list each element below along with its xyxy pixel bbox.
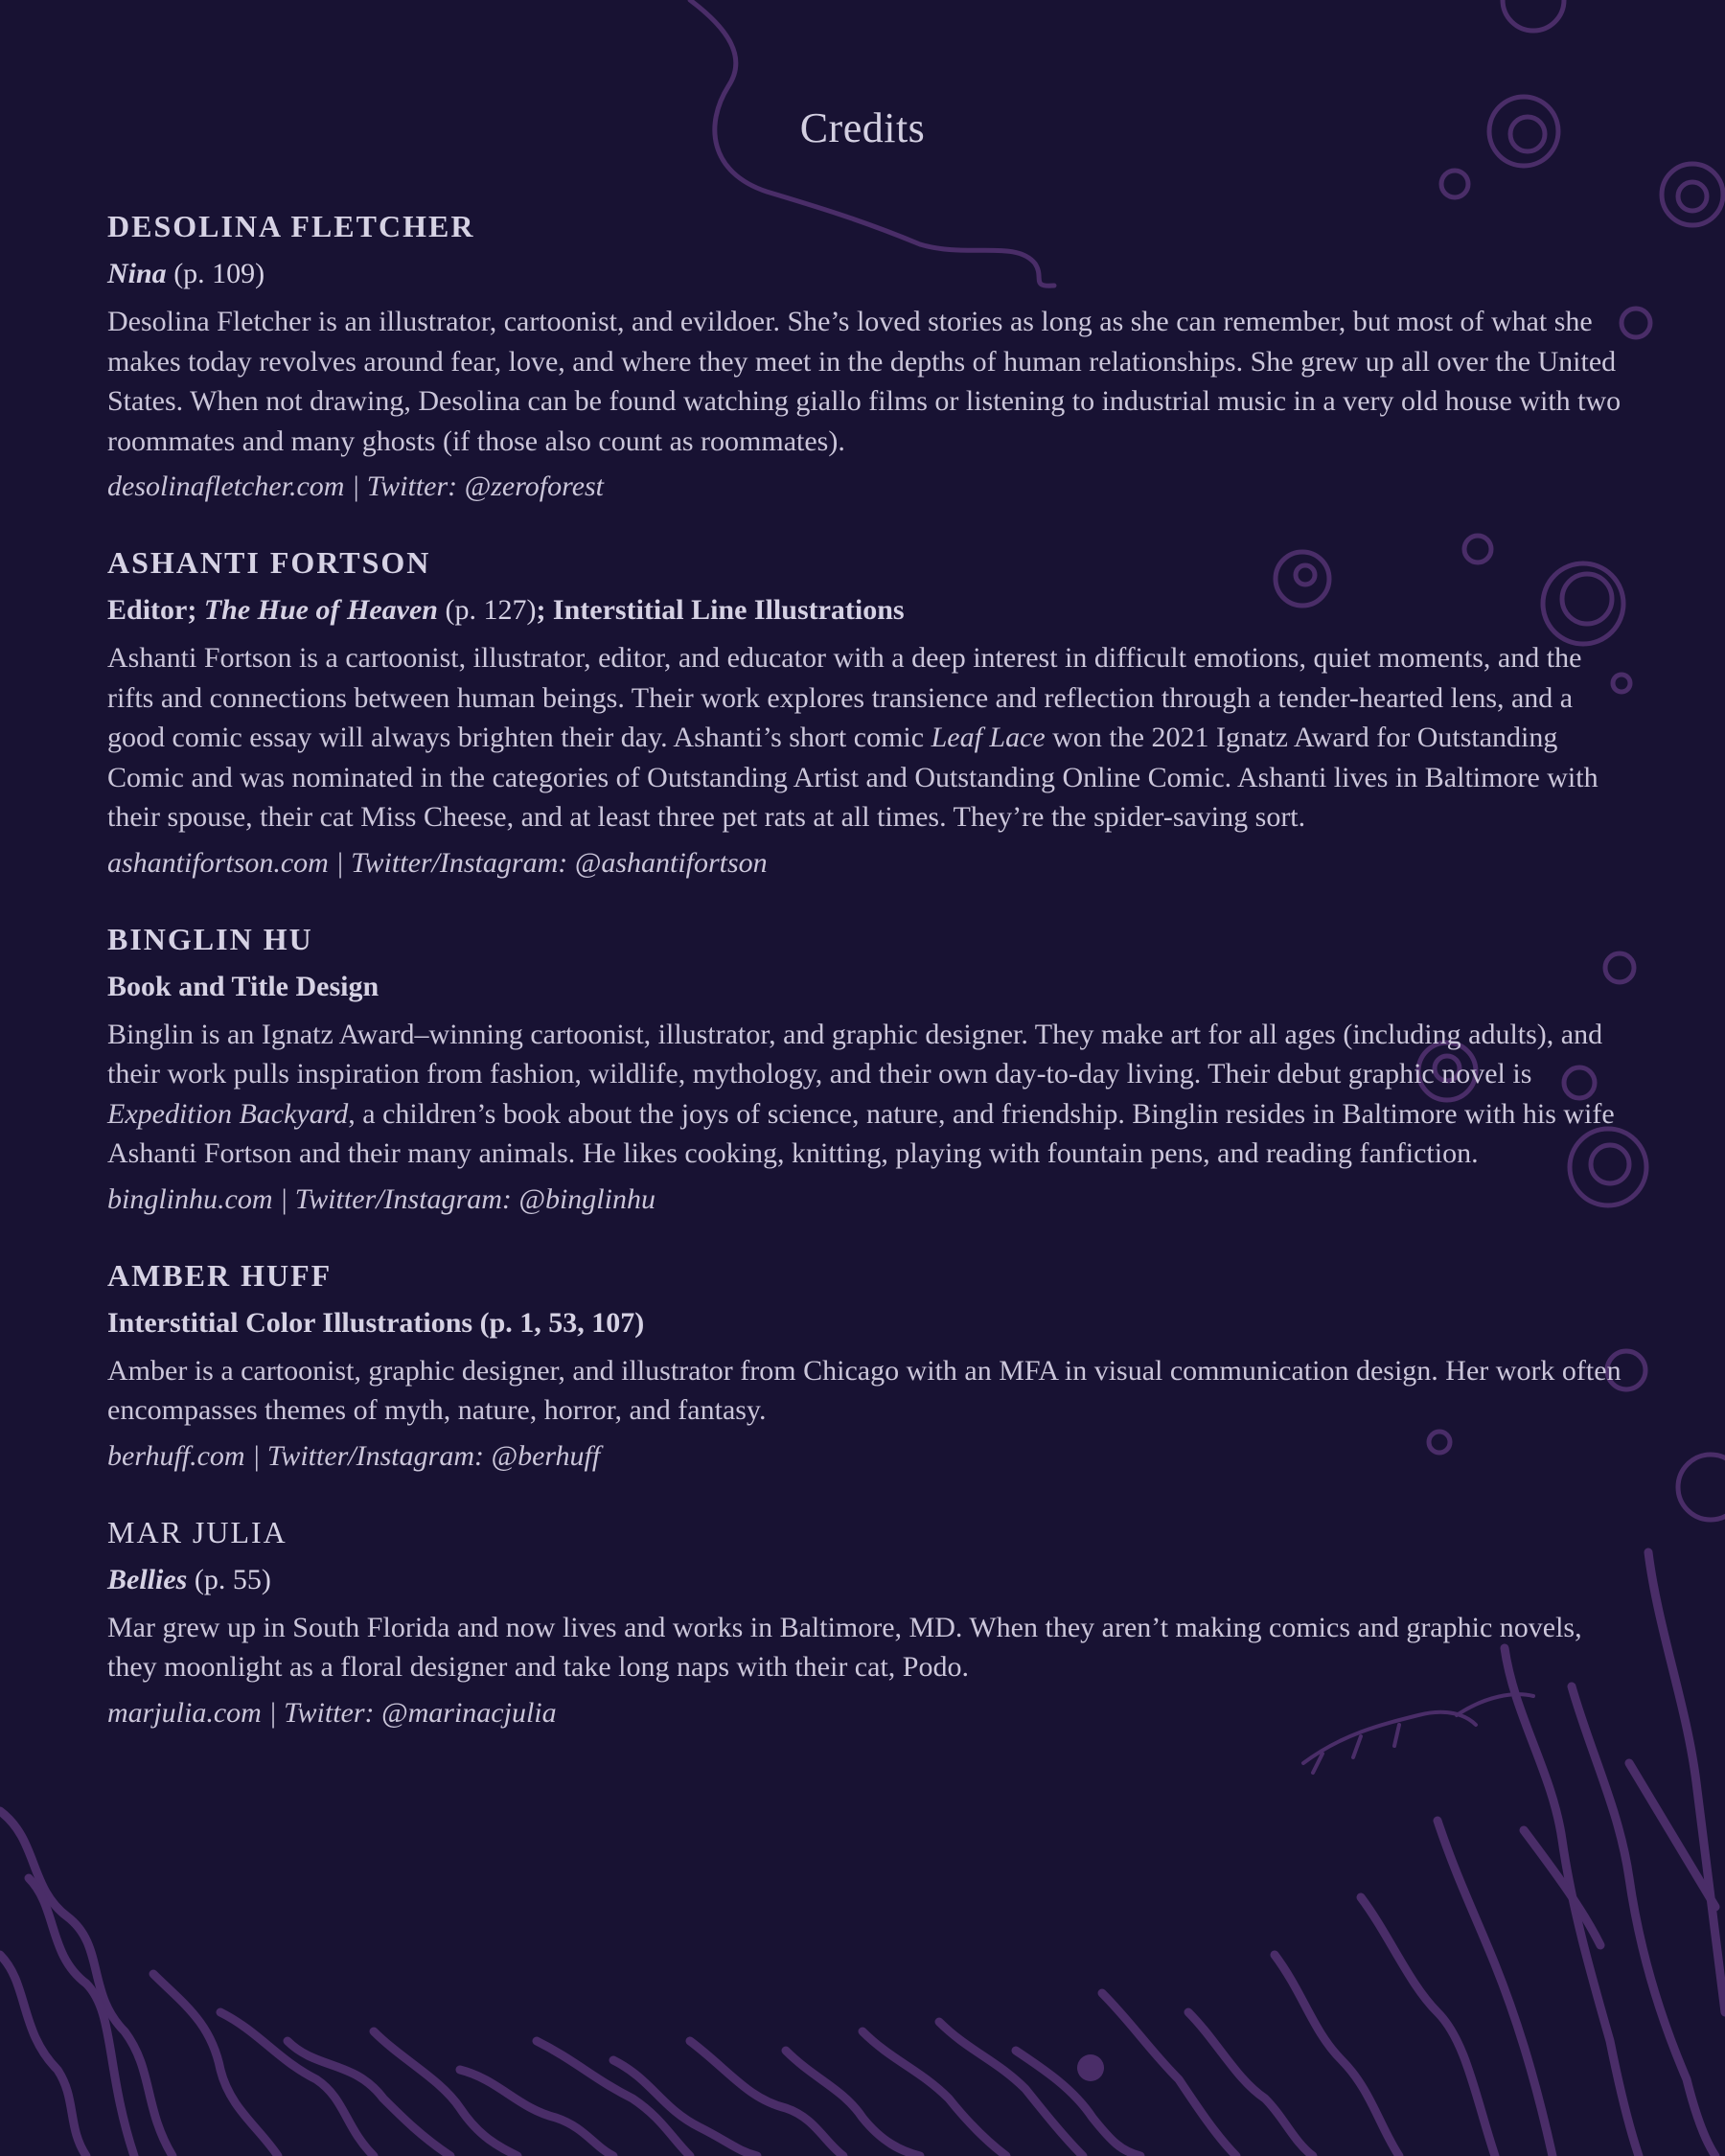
contributor-bio: Mar grew up in South Florida and now lives and works in Baltimore, MD. When they aren’t making comics and graphic novels, they moonlight as a floral designer and take long naps with their cat, Podo. bbox=[107, 1611, 1582, 1683]
contributor-bio bbox=[107, 638, 1622, 837]
contributor-links[interactable]: berhuff.com | Twitter/Instagram: @berhuff bbox=[107, 1439, 601, 1472]
credit-entry bbox=[107, 545, 1622, 880]
contributor-bio: Amber is a cartoonist, graphic designer, and illustrator from Chicago with an MFA in visual communication design. Her work often encompasses themes of myth, nature, horror, and fantasy. bbox=[107, 1354, 1622, 1426]
contributor-role bbox=[107, 258, 1622, 290]
page-reference: (p. 55) bbox=[194, 1563, 271, 1595]
contributor-links[interactable]: ashantifortson.com | Twitter/Instagram: @ashantifortson bbox=[107, 846, 768, 879]
contributor-name: DESOLINA FLETCHER bbox=[107, 209, 475, 243]
kelp-decoration bbox=[1188, 2012, 1313, 2156]
role-suffix: ; Interstitial Line Illustrations bbox=[536, 594, 905, 626]
page-title: Credits bbox=[799, 104, 926, 151]
kelp-decoration bbox=[220, 2012, 374, 2156]
contributor-bio bbox=[107, 1015, 1622, 1174]
kelp-decoration bbox=[1275, 1955, 1399, 2156]
kelp-decoration bbox=[786, 2051, 920, 2156]
bio-text: won the 2021 Ignatz Award for Outstanding Comic and was nominated in the categories of Outstanding Artist and Outstanding Online Comic. Ashanti lives in Baltimore with their spouse, their cat Miss Cheese, and at least three pet rats at all times. They’re the spider-saving sort. bbox=[107, 722, 1598, 833]
contributor-name: MAR JULIA bbox=[107, 1514, 288, 1549]
kelp-decoration bbox=[29, 1878, 134, 2156]
bio-text: , a children’s book about the joys of science, nature, and friendship. Binglin resides in Baltimore with his wife Ashanti Fortson and their many animals. He likes cooking, knitting, playing with fountain pens, and reading fanfiction. bbox=[107, 1097, 1615, 1169]
bubble-decoration bbox=[1441, 171, 1468, 197]
kelp-decoration bbox=[153, 1974, 278, 2156]
role-text: Interstitial Color Illustrations (p. 1, 53, 107) bbox=[107, 1306, 645, 1339]
contributor-links[interactable]: binglinhu.com | Twitter/Instagram: @binglinhu bbox=[107, 1182, 656, 1215]
kelp-decoration bbox=[460, 2070, 613, 2156]
contributor-links[interactable]: desolinafletcher.com | Twitter: @zeroforest bbox=[107, 470, 605, 502]
credit-entry bbox=[107, 1515, 1622, 1730]
role-text: Book and Title Design bbox=[107, 970, 380, 1002]
contributor-bio: Desolina Fletcher is an illustrator, cartoonist, and evildoer. She’s loved stories as long as she can remember, but most of what she makes today revolves around fear, love, and where they meet in the depths of human relationships. She grew up all over the United States. When not drawing, Desolina can be found watching giallo films or listening to industrial music in a very old house with two roommates and many ghosts (if those also count as roommates). bbox=[107, 306, 1622, 457]
kelp-decoration bbox=[0, 1955, 86, 2156]
contributor-role bbox=[107, 1564, 1622, 1596]
kelp-decoration bbox=[288, 2041, 450, 2156]
credits-list bbox=[107, 209, 1622, 1772]
work-title: Nina bbox=[107, 258, 167, 289]
bubble-decoration bbox=[1678, 182, 1707, 211]
page-reference: (p. 109) bbox=[173, 258, 265, 289]
work-title: Bellies bbox=[107, 1563, 188, 1595]
contributor-role bbox=[107, 1307, 1622, 1340]
sea-creature-eye-decoration bbox=[1077, 2054, 1104, 2081]
credit-entry bbox=[107, 922, 1622, 1216]
credit-entry bbox=[107, 209, 1622, 503]
page-reference: (p. 127) bbox=[445, 594, 537, 626]
bio-text: Ashanti Fortson is a cartoonist, illustrator, editor, and educator with a deep interest in difficult emotions, quiet moments, and the rifts and connections between human beings. Their work explores transience and reflection through a tender-hearted lens, and a good comic essay will always brighten their day. Ashanti’s short comic bbox=[107, 642, 1582, 753]
work-title: The Hue of Heaven bbox=[203, 594, 438, 626]
bubble-decoration bbox=[1622, 309, 1650, 337]
bubble-decoration bbox=[1662, 164, 1723, 225]
role-prefix: Editor; bbox=[107, 594, 197, 626]
contributor-name: BINGLIN HU bbox=[107, 921, 313, 956]
bubble-decoration bbox=[1678, 1455, 1725, 1520]
contributor-role bbox=[107, 594, 1622, 627]
credit-entry bbox=[107, 1258, 1622, 1473]
kelp-decoration bbox=[1438, 1821, 1552, 2156]
bio-work-title: Leaf Lace bbox=[931, 722, 1046, 753]
bubble-decoration bbox=[1503, 0, 1564, 31]
contributor-name: ASHANTI FORTSON bbox=[107, 545, 431, 580]
contributor-name: AMBER HUFF bbox=[107, 1257, 333, 1293]
kelp-decoration bbox=[1102, 1993, 1236, 2156]
kelp-decoration bbox=[1648, 1552, 1725, 2012]
bio-work-title: Expedition Backyard bbox=[107, 1097, 349, 1130]
kelp-decoration bbox=[374, 2031, 518, 2156]
contributor-links[interactable]: marjulia.com | Twitter: @marinacjulia bbox=[107, 1696, 557, 1729]
contributor-role bbox=[107, 971, 1622, 1003]
bio-text: Binglin is an Ignatz Award–winning cartoonist, illustrator, and graphic designer. They make art for all ages (including adults), and their work pulls inspiration from fashion, wildlife, mythology, and their own day-to-day living. Their debut graphic novel is bbox=[107, 1018, 1603, 1089]
